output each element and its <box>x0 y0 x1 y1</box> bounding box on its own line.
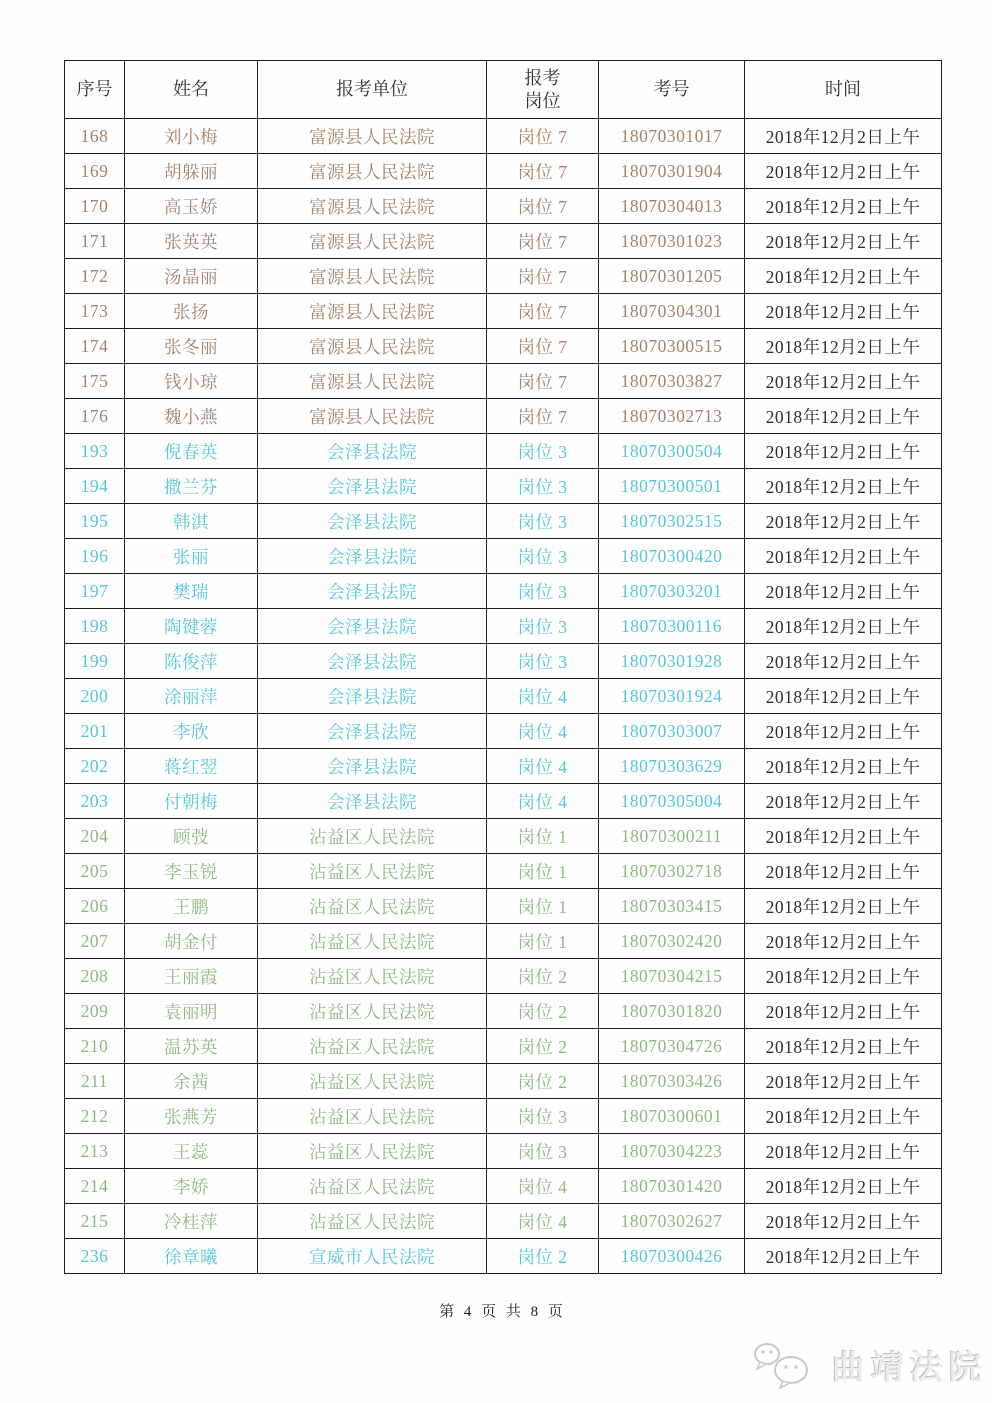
cell-exam_no: 18070303201 <box>599 574 745 609</box>
cell-unit: 会泽县法院 <box>258 679 487 714</box>
cell-unit: 富源县人民法院 <box>258 259 487 294</box>
cell-name: 袁丽明 <box>125 994 258 1029</box>
table-row <box>65 784 942 819</box>
cell-exam_no: 18070301023 <box>599 224 745 259</box>
cell-time: 2018年12月2日上午 <box>745 189 942 224</box>
cell-unit: 沾益区人民法院 <box>258 1169 487 1204</box>
cell-time: 2018年12月2日上午 <box>745 294 942 329</box>
cell-post: 岗位 3 <box>487 539 599 574</box>
watermark <box>750 1339 988 1391</box>
cell-name: 魏小燕 <box>125 399 258 434</box>
cell-post: 岗位 3 <box>487 434 599 469</box>
cell-unit: 富源县人民法院 <box>258 224 487 259</box>
cell-post: 岗位 3 <box>487 504 599 539</box>
cell-time: 2018年12月2日上午 <box>745 994 942 1029</box>
cell-unit: 富源县人民法院 <box>258 294 487 329</box>
cell-name: 余茜 <box>125 1064 258 1099</box>
cell-unit: 富源县人民法院 <box>258 154 487 189</box>
cell-no: 195 <box>65 504 125 539</box>
table-row <box>65 1239 942 1274</box>
cell-name: 撒兰芬 <box>125 469 258 504</box>
cell-time: 2018年12月2日上午 <box>745 504 942 539</box>
cell-no: 212 <box>65 1099 125 1134</box>
cell-time: 2018年12月2日上午 <box>745 714 942 749</box>
cell-post: 岗位 2 <box>487 1029 599 1064</box>
cell-time: 2018年12月2日上午 <box>745 1099 942 1134</box>
cell-time: 2018年12月2日上午 <box>745 364 942 399</box>
cell-post: 岗位 4 <box>487 1169 599 1204</box>
table-row <box>65 1099 942 1134</box>
cell-no: 196 <box>65 539 125 574</box>
cell-unit: 会泽县法院 <box>258 714 487 749</box>
col-header-name: 姓名 <box>125 61 258 119</box>
cell-no: 197 <box>65 574 125 609</box>
cell-unit: 会泽县法院 <box>258 539 487 574</box>
cell-exam_no: 18070301420 <box>599 1169 745 1204</box>
cell-time: 2018年12月2日上午 <box>745 1239 942 1274</box>
cell-no: 204 <box>65 819 125 854</box>
cell-post: 岗位 3 <box>487 609 599 644</box>
cell-name: 温苏英 <box>125 1029 258 1064</box>
cell-exam_no: 18070301017 <box>599 119 745 154</box>
table-row <box>65 889 942 924</box>
cell-no: 174 <box>65 329 125 364</box>
cell-name: 樊瑞 <box>125 574 258 609</box>
cell-unit: 沾益区人民法院 <box>258 1134 487 1169</box>
cell-unit: 沾益区人民法院 <box>258 994 487 1029</box>
cell-no: 172 <box>65 259 125 294</box>
cell-exam_no: 18070301820 <box>599 994 745 1029</box>
table-row <box>65 959 942 994</box>
cell-post: 岗位 1 <box>487 854 599 889</box>
cell-name: 张英英 <box>125 224 258 259</box>
cell-exam_no: 18070300501 <box>599 469 745 504</box>
cell-exam_no: 18070301904 <box>599 154 745 189</box>
cell-name: 韩淇 <box>125 504 258 539</box>
table-row <box>65 1134 942 1169</box>
table-row <box>65 224 942 259</box>
cell-name: 张燕芳 <box>125 1099 258 1134</box>
cell-post: 岗位 4 <box>487 679 599 714</box>
cell-unit: 会泽县法院 <box>258 784 487 819</box>
cell-exam_no: 18070300426 <box>599 1239 745 1274</box>
table-row <box>65 574 942 609</box>
cell-name: 胡金付 <box>125 924 258 959</box>
cell-unit: 会泽县法院 <box>258 574 487 609</box>
cell-post: 岗位 4 <box>487 714 599 749</box>
cell-exam_no: 18070303415 <box>599 889 745 924</box>
cell-post: 岗位 1 <box>487 924 599 959</box>
cell-post: 岗位 7 <box>487 364 599 399</box>
cell-unit: 沾益区人民法院 <box>258 854 487 889</box>
cell-unit: 沾益区人民法院 <box>258 1099 487 1134</box>
cell-no: 201 <box>65 714 125 749</box>
table-row <box>65 259 942 294</box>
cell-no: 173 <box>65 294 125 329</box>
cell-time: 2018年12月2日上午 <box>745 1204 942 1239</box>
cell-name: 王鹏 <box>125 889 258 924</box>
cell-no: 213 <box>65 1134 125 1169</box>
cell-exam_no: 18070304215 <box>599 959 745 994</box>
table-row <box>65 644 942 679</box>
cell-name: 涂丽萍 <box>125 679 258 714</box>
cell-post: 岗位 2 <box>487 959 599 994</box>
cell-name: 顾弢 <box>125 819 258 854</box>
cell-unit: 沾益区人民法院 <box>258 1204 487 1239</box>
table-row <box>65 1169 942 1204</box>
cell-post: 岗位 2 <box>487 994 599 1029</box>
cell-no: 215 <box>65 1204 125 1239</box>
cell-unit: 富源县人民法院 <box>258 189 487 224</box>
cell-post: 岗位 7 <box>487 154 599 189</box>
table-row <box>65 1204 942 1239</box>
watermark-text: 曲靖法院 <box>832 1348 988 1386</box>
cell-unit: 会泽县法院 <box>258 644 487 679</box>
cell-exam_no: 18070301924 <box>599 679 745 714</box>
cell-name: 刘小梅 <box>125 119 258 154</box>
cell-time: 2018年12月2日上午 <box>745 224 942 259</box>
table-row <box>65 119 942 154</box>
table-row <box>65 539 942 574</box>
cell-unit: 宣威市人民法院 <box>258 1239 487 1274</box>
table-row <box>65 364 942 399</box>
cell-post: 岗位 3 <box>487 644 599 679</box>
cell-name: 陶键蓉 <box>125 609 258 644</box>
cell-no: 200 <box>65 679 125 714</box>
cell-no: 175 <box>65 364 125 399</box>
col-header-serial: 序号 <box>65 61 125 119</box>
cell-time: 2018年12月2日上午 <box>745 609 942 644</box>
table-row <box>65 1029 942 1064</box>
cell-exam_no: 18070300211 <box>599 819 745 854</box>
table-row <box>65 504 942 539</box>
cell-no: 193 <box>65 434 125 469</box>
table-row <box>65 924 942 959</box>
cell-unit: 会泽县法院 <box>258 469 487 504</box>
cell-name: 张丽 <box>125 539 258 574</box>
cell-time: 2018年12月2日上午 <box>745 679 942 714</box>
cell-time: 2018年12月2日上午 <box>745 399 942 434</box>
cell-time: 2018年12月2日上午 <box>745 1134 942 1169</box>
cell-no: 199 <box>65 644 125 679</box>
cell-no: 211 <box>65 1064 125 1099</box>
cell-name: 张扬 <box>125 294 258 329</box>
table-row <box>65 854 942 889</box>
table-row <box>65 329 942 364</box>
cell-time: 2018年12月2日上午 <box>745 154 942 189</box>
cell-post: 岗位 3 <box>487 1099 599 1134</box>
wechat-icon <box>750 1339 816 1391</box>
cell-post: 岗位 7 <box>487 329 599 364</box>
cell-time: 2018年12月2日上午 <box>745 1064 942 1099</box>
cell-unit: 会泽县法院 <box>258 749 487 784</box>
exam-roster-table <box>64 60 942 1274</box>
cell-name: 李娇 <box>125 1169 258 1204</box>
table-row <box>65 399 942 434</box>
cell-exam_no: 18070304013 <box>599 189 745 224</box>
cell-no: 236 <box>65 1239 125 1274</box>
cell-post: 岗位 7 <box>487 399 599 434</box>
cell-time: 2018年12月2日上午 <box>745 924 942 959</box>
cell-post: 岗位 7 <box>487 119 599 154</box>
cell-exam_no: 18070303007 <box>599 714 745 749</box>
table-row <box>65 819 942 854</box>
cell-post: 岗位 2 <box>487 1064 599 1099</box>
cell-no: 194 <box>65 469 125 504</box>
cell-unit: 富源县人民法院 <box>258 119 487 154</box>
col-header-post-line1: 报考 <box>524 68 561 88</box>
cell-time: 2018年12月2日上午 <box>745 784 942 819</box>
cell-name: 王丽霞 <box>125 959 258 994</box>
cell-exam_no: 18070304301 <box>599 294 745 329</box>
col-header-post-line2: 岗位 <box>524 90 561 111</box>
cell-exam_no: 18070303629 <box>599 749 745 784</box>
cell-exam_no: 18070302627 <box>599 1204 745 1239</box>
cell-no: 208 <box>65 959 125 994</box>
table-row <box>65 994 942 1029</box>
cell-name: 徐章曦 <box>125 1239 258 1274</box>
cell-post: 岗位 4 <box>487 784 599 819</box>
cell-exam_no: 18070302718 <box>599 854 745 889</box>
cell-post: 岗位 7 <box>487 294 599 329</box>
cell-name: 倪春英 <box>125 434 258 469</box>
cell-unit: 沾益区人民法院 <box>258 1064 487 1099</box>
cell-name: 李欣 <box>125 714 258 749</box>
cell-name: 汤晶丽 <box>125 259 258 294</box>
cell-unit: 会泽县法院 <box>258 434 487 469</box>
cell-name: 王蕊 <box>125 1134 258 1169</box>
cell-exam_no: 18070304726 <box>599 1029 745 1064</box>
cell-exam_no: 18070302420 <box>599 924 745 959</box>
cell-unit: 富源县人民法院 <box>258 364 487 399</box>
cell-no: 210 <box>65 1029 125 1064</box>
cell-post: 岗位 7 <box>487 189 599 224</box>
cell-no: 205 <box>65 854 125 889</box>
cell-no: 206 <box>65 889 125 924</box>
cell-name: 李玉锐 <box>125 854 258 889</box>
col-header-post <box>487 61 599 119</box>
cell-post: 岗位 7 <box>487 259 599 294</box>
cell-no: 209 <box>65 994 125 1029</box>
cell-no: 168 <box>65 119 125 154</box>
page-number-footer: 第 4 页 共 8 页 <box>439 1304 566 1320</box>
cell-exam_no: 18070300601 <box>599 1099 745 1134</box>
cell-post: 岗位 1 <box>487 819 599 854</box>
cell-post: 岗位 2 <box>487 1239 599 1274</box>
cell-exam_no: 18070302515 <box>599 504 745 539</box>
table-row <box>65 469 942 504</box>
cell-time: 2018年12月2日上午 <box>745 644 942 679</box>
cell-no: 214 <box>65 1169 125 1204</box>
cell-time: 2018年12月2日上午 <box>745 819 942 854</box>
cell-unit: 沾益区人民法院 <box>258 1029 487 1064</box>
cell-time: 2018年12月2日上午 <box>745 1029 942 1064</box>
cell-unit: 沾益区人民法院 <box>258 889 487 924</box>
cell-unit: 沾益区人民法院 <box>258 819 487 854</box>
col-header-unit: 报考单位 <box>258 61 487 119</box>
cell-time: 2018年12月2日上午 <box>745 119 942 154</box>
cell-exam_no: 18070303426 <box>599 1064 745 1099</box>
cell-no: 202 <box>65 749 125 784</box>
cell-name: 蒋红翌 <box>125 749 258 784</box>
cell-name: 高玉娇 <box>125 189 258 224</box>
cell-time: 2018年12月2日上午 <box>745 959 942 994</box>
cell-unit: 沾益区人民法院 <box>258 959 487 994</box>
cell-no: 198 <box>65 609 125 644</box>
table-row <box>65 189 942 224</box>
cell-no: 171 <box>65 224 125 259</box>
table-row <box>65 154 942 189</box>
table-row <box>65 434 942 469</box>
cell-unit: 会泽县法院 <box>258 609 487 644</box>
cell-time: 2018年12月2日上午 <box>745 259 942 294</box>
cell-exam_no: 18070300116 <box>599 609 745 644</box>
cell-post: 岗位 3 <box>487 574 599 609</box>
cell-time: 2018年12月2日上午 <box>745 329 942 364</box>
cell-exam_no: 18070300420 <box>599 539 745 574</box>
cell-post: 岗位 3 <box>487 469 599 504</box>
cell-post: 岗位 3 <box>487 1134 599 1169</box>
cell-no: 169 <box>65 154 125 189</box>
cell-time: 2018年12月2日上午 <box>745 469 942 504</box>
table-row <box>65 714 942 749</box>
cell-time: 2018年12月2日上午 <box>745 539 942 574</box>
cell-name: 陈俊萍 <box>125 644 258 679</box>
col-header-exam: 考号 <box>599 61 745 119</box>
cell-no: 203 <box>65 784 125 819</box>
cell-post: 岗位 4 <box>487 1204 599 1239</box>
table-row <box>65 679 942 714</box>
cell-name: 冷桂萍 <box>125 1204 258 1239</box>
cell-unit: 富源县人民法院 <box>258 329 487 364</box>
cell-exam_no: 18070302713 <box>599 399 745 434</box>
cell-name: 付朝梅 <box>125 784 258 819</box>
cell-exam_no: 18070303827 <box>599 364 745 399</box>
cell-time: 2018年12月2日上午 <box>745 749 942 784</box>
table-row <box>65 749 942 784</box>
cell-exam_no: 18070301205 <box>599 259 745 294</box>
table-row <box>65 609 942 644</box>
cell-no: 176 <box>65 399 125 434</box>
cell-no: 207 <box>65 924 125 959</box>
table-row <box>65 1064 942 1099</box>
cell-exam_no: 18070301928 <box>599 644 745 679</box>
cell-post: 岗位 1 <box>487 889 599 924</box>
cell-post: 岗位 7 <box>487 224 599 259</box>
cell-time: 2018年12月2日上午 <box>745 889 942 924</box>
header-row <box>65 61 942 119</box>
cell-exam_no: 18070304223 <box>599 1134 745 1169</box>
cell-unit: 会泽县法院 <box>258 504 487 539</box>
cell-exam_no: 18070300515 <box>599 329 745 364</box>
cell-name: 张冬丽 <box>125 329 258 364</box>
cell-name: 胡躲丽 <box>125 154 258 189</box>
col-header-time: 时间 <box>745 61 942 119</box>
cell-exam_no: 18070300504 <box>599 434 745 469</box>
cell-time: 2018年12月2日上午 <box>745 854 942 889</box>
cell-time: 2018年12月2日上午 <box>745 434 942 469</box>
cell-unit: 沾益区人民法院 <box>258 924 487 959</box>
cell-name: 钱小琼 <box>125 364 258 399</box>
cell-time: 2018年12月2日上午 <box>745 574 942 609</box>
cell-time: 2018年12月2日上午 <box>745 1169 942 1204</box>
cell-post: 岗位 4 <box>487 749 599 784</box>
cell-no: 170 <box>65 189 125 224</box>
cell-unit: 富源县人民法院 <box>258 399 487 434</box>
table-row <box>65 294 942 329</box>
cell-exam_no: 18070305004 <box>599 784 745 819</box>
